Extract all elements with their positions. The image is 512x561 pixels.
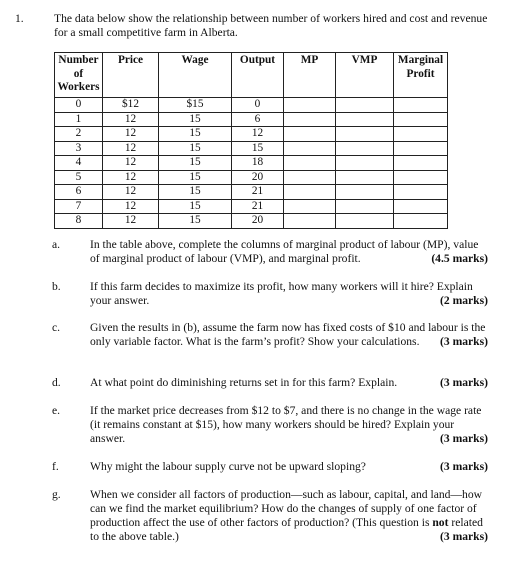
cell-mp [284,127,336,142]
header-profit-line2: Profit [406,67,435,80]
cell-vmp [336,127,394,142]
cell-workers: 0 [55,98,103,113]
table-row [55,112,448,127]
cell-marginal-profit [394,199,448,214]
cell-mp [284,98,336,113]
cell-price: 12 [103,156,159,171]
part-f-marks: (3 marks) [440,460,488,473]
part-c-text [90,321,488,349]
intro-text: The data below show the relationship between number of workers hired and cost and revenue for a small competitive farm in Alberta. [54,12,488,39]
cell-wage: 15 [159,127,232,142]
cell-marginal-profit [394,214,448,229]
cell-output: 15 [232,141,284,156]
cell-vmp [336,214,394,229]
part-g-question-start: When we consider all factors of production—such as labour, capital, and land—how can we find the market equilibrium? How do the changes of supply of one factor of production affect the use of other factors of production? (This question is [90,488,482,529]
cell-wage: $15 [159,98,232,113]
part-a-text [90,238,488,266]
cell-mp [284,170,336,185]
cell-price: 12 [103,112,159,127]
table-header-row [55,53,448,98]
cell-price: 12 [103,170,159,185]
cell-output: 20 [232,214,284,229]
cell-workers: 2 [55,127,103,142]
cell-vmp [336,170,394,185]
part-b-question: If this farm decides to maximize its profit, how many workers will it hire? Explain your answer. [90,280,473,307]
cell-workers: 4 [55,156,103,171]
part-d-text [90,376,488,390]
part-f-label: f. [52,460,59,473]
table-row [55,156,448,171]
cell-mp [284,185,336,200]
cell-output: 21 [232,199,284,214]
header-mp: MP [284,53,336,98]
part-d-marks: (3 marks) [440,376,488,389]
header-wage: Wage [159,53,232,98]
cell-marginal-profit [394,98,448,113]
cell-workers: 6 [55,185,103,200]
part-b-marks: (2 marks) [440,294,488,307]
part-d-label: d. [52,376,61,389]
part-d-question: At what point do diminishing returns set in for this farm? Explain. [90,376,398,389]
part-e-question: If the market price decreases from $12 to $7, and there is no change in the wage rate (it remains constant at $15), how many workers should be hired? Explain your answer. [90,404,482,445]
header-workers-line1: Number [58,54,99,66]
cell-wage: 15 [159,199,232,214]
cell-price: 12 [103,185,159,200]
header-workers-line2: of [73,67,84,80]
part-b-text [90,280,488,308]
cell-marginal-profit [394,185,448,200]
table-row [55,98,448,113]
cell-vmp [336,141,394,156]
cell-mp [284,199,336,214]
cell-price: 12 [103,199,159,214]
cell-price: 12 [103,127,159,142]
part-g-marks: (3 marks) [440,530,488,543]
table-body [55,98,448,229]
cell-marginal-profit [394,156,448,171]
cell-price: 12 [103,141,159,156]
cell-mp [284,156,336,171]
part-f-question: Why might the labour supply curve not be upward sloping? [90,460,366,473]
part-c-question: Given the results in (b), assume the farm now has fixed costs of $10 and labour is the only variable factor. What is the farm’s profit? Show your calculations. [90,321,486,348]
part-c-marks: (3 marks) [440,335,488,348]
cell-price: $12 [103,98,159,113]
table-row [55,141,448,156]
cell-mp [284,112,336,127]
cell-mp [284,214,336,229]
cell-output: 21 [232,185,284,200]
header-vmp: VMP [336,53,394,98]
part-a-marks: (4.5 marks) [431,252,488,265]
part-c-label: c. [52,321,61,334]
cell-workers: 7 [55,199,103,214]
cell-vmp [336,112,394,127]
part-e-label: e. [52,404,61,417]
header-output: Output [232,53,284,98]
part-e-marks: (3 marks) [440,432,488,445]
part-g-question-bold: not [432,516,449,529]
header-price: Price [103,53,159,98]
table-row [55,185,448,200]
part-g-label: g. [52,488,61,501]
cell-price: 12 [103,214,159,229]
part-g-question-end: related to the above table.) [90,516,483,543]
table-row [55,214,448,229]
table-row [55,170,448,185]
header-profit-line1: Marginal [397,54,444,66]
cell-output: 20 [232,170,284,185]
cell-wage: 15 [159,141,232,156]
cell-vmp [336,199,394,214]
cell-wage: 15 [159,156,232,171]
cell-output: 18 [232,156,284,171]
cell-mp [284,141,336,156]
part-e-text [90,404,488,446]
cell-marginal-profit [394,127,448,142]
cell-vmp [336,98,394,113]
cell-wage: 15 [159,214,232,229]
question-number: 1. [15,12,24,25]
cell-workers: 8 [55,214,103,229]
cell-workers: 3 [55,141,103,156]
cell-output: 0 [232,98,284,113]
part-a-question: In the table above, complete the columns of marginal product of labour (MP), value of marginal product of labour (VMP), and marginal profit. [90,238,479,265]
cell-workers: 5 [55,170,103,185]
header-workers [55,53,103,98]
table-row [55,127,448,142]
header-marginal-profit [394,53,448,98]
cell-vmp [336,156,394,171]
cell-workers: 1 [55,112,103,127]
cell-output: 12 [232,127,284,142]
part-a-label: a. [52,238,61,251]
part-g-text [90,488,488,544]
cell-wage: 15 [159,185,232,200]
cell-wage: 15 [159,170,232,185]
header-workers-line3: Workers [57,81,100,93]
cell-output: 6 [232,112,284,127]
cell-marginal-profit [394,112,448,127]
cell-marginal-profit [394,170,448,185]
data-table [54,52,448,229]
table-row [55,199,448,214]
cell-wage: 15 [159,112,232,127]
part-f-text [90,460,488,474]
cell-vmp [336,185,394,200]
cell-marginal-profit [394,141,448,156]
part-b-label: b. [52,280,61,293]
